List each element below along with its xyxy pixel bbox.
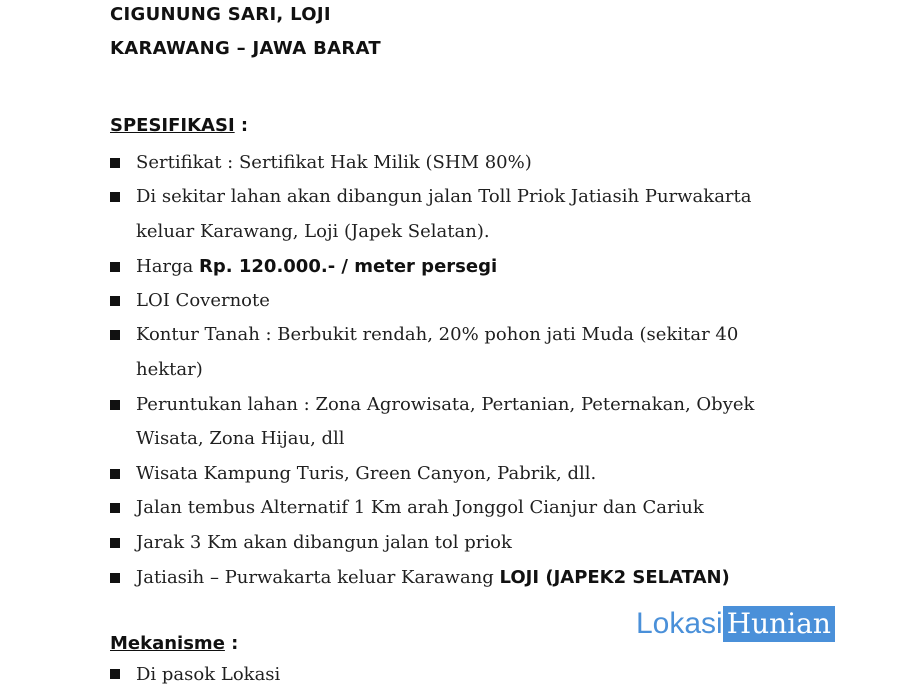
spec-item-wisata xyxy=(0,461,900,495)
location-heading-line2: KARAWANG – JAWA BARAT xyxy=(110,38,381,59)
spec-item-text: Peruntukan lahan : Zona Agrowisata, Pertanian, Peternakan, Obyek xyxy=(136,394,755,415)
spec-item-continuation: keluar Karawang, Loji (Japek Selatan). xyxy=(136,221,490,242)
square-bullet-icon xyxy=(110,192,120,202)
square-bullet-icon xyxy=(110,330,120,340)
square-bullet-icon xyxy=(110,503,120,513)
spec-item-text: Jarak 3 Km akan dibangun jalan tol priok xyxy=(136,532,512,553)
spec-item-kontur xyxy=(0,322,900,356)
spec-item-loi xyxy=(0,288,900,322)
spec-item-text: Jalan tembus Alternatif 1 Km arah Jonggol Cianjur dan Cariuk xyxy=(136,497,704,518)
spec-item-sertifikat xyxy=(0,150,900,184)
spesifikasi-heading xyxy=(110,115,248,136)
square-bullet-icon xyxy=(110,400,120,410)
spec-item-toll-road xyxy=(0,184,900,218)
spec-item-text: Sertifikat : Sertifikat Hak Milik (SHM 80%) xyxy=(136,152,532,173)
mekanisme-title: Mekanisme xyxy=(110,633,225,654)
spec-item-text: Wisata Kampung Turis, Green Canyon, Pabrik, dll. xyxy=(136,463,597,484)
watermark-part1: Lokasi xyxy=(636,607,723,640)
square-bullet-icon xyxy=(110,573,120,583)
harga-label: Harga xyxy=(136,256,200,277)
square-bullet-icon xyxy=(110,538,120,548)
spec-item-text: Di sekitar lahan akan dibangun jalan Toll Priok Jatiasih Purwakarta xyxy=(136,186,752,207)
spesifikasi-colon: : xyxy=(234,115,249,136)
mekanisme-item-partial: Di pasok Lokasi xyxy=(136,664,281,684)
spec-item-continuation: hektar) xyxy=(136,359,203,380)
spec-item-jarak xyxy=(0,530,900,564)
location-heading-line1: CIGUNUNG SARI, LOJI xyxy=(110,4,331,25)
spec-item-peruntukan xyxy=(0,392,900,426)
jatiasih-label: Jatiasih – Purwakarta keluar Karawang xyxy=(136,567,500,588)
square-bullet-icon xyxy=(110,262,120,272)
spec-item-jalan-tembus xyxy=(0,495,900,529)
mekanisme-colon: : xyxy=(224,633,239,654)
square-bullet-icon xyxy=(110,158,120,168)
harga-value: Rp. 120.000.- / meter persegi xyxy=(199,256,498,277)
lokasihunian-watermark xyxy=(636,606,835,642)
mekanisme-heading xyxy=(110,633,238,654)
spesifikasi-title: SPESIFIKASI xyxy=(110,115,235,136)
spec-item-text: Kontur Tanah : Berbukit rendah, 20% pohon jati Muda (sekitar 40 xyxy=(136,324,739,345)
spec-item-jatiasih xyxy=(0,565,900,599)
square-bullet-icon xyxy=(110,296,120,306)
square-bullet-icon xyxy=(110,469,120,479)
square-bullet-icon xyxy=(110,669,120,679)
watermark-part2: Hunian xyxy=(723,606,835,642)
spec-item-text xyxy=(136,254,497,280)
spec-item-continuation: Wisata, Zona Hijau, dll xyxy=(136,428,345,449)
spec-item-harga xyxy=(0,254,900,288)
spec-item-text xyxy=(136,565,730,591)
jatiasih-bold: LOJI (JAPEK2 SELATAN) xyxy=(499,567,730,588)
spec-item-text: LOI Covernote xyxy=(136,290,270,311)
